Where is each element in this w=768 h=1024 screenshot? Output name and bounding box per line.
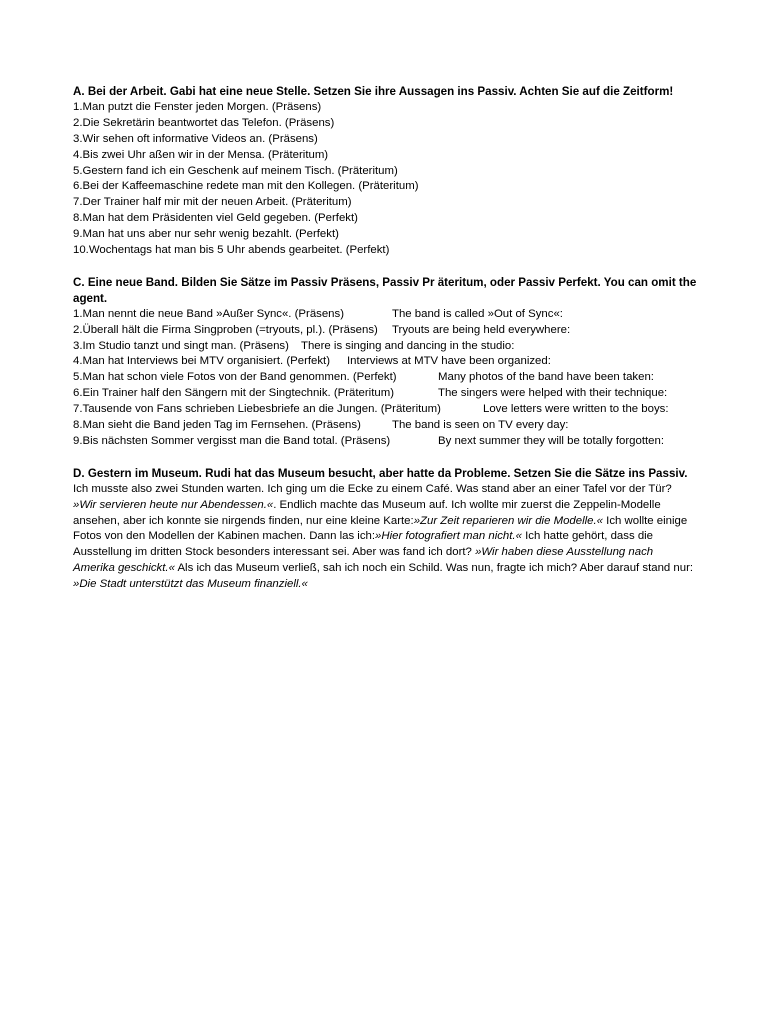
exercise-item: 7.Der Trainer half mir mit der neuen Arbeit. (Präteritum) (73, 196, 352, 209)
section-d-paragraph (73, 482, 695, 593)
section-d-heading: D. Gestern im Museum. Rudi hat das Museum besucht, aber hatte da Probleme. Setzen Sie die Sätze ins Passiv. (73, 466, 688, 480)
story-text: Ich wollte einige Fotos von den Modellen der Kabinen machen. Dann las ich: (73, 514, 688, 543)
exercise-item: 6.Bei der Kaffeemaschine redete man mit den Kollegen. (Präteritum) (73, 180, 419, 193)
exercise-item: 5.Gestern fand ich ein Geschenk auf meinem Tisch. (Präteritum) (73, 164, 398, 177)
section-a-list (73, 100, 698, 259)
exercise-item: 9.Man hat uns aber nur sehr wenig bezahlt. (Perfekt) (73, 228, 339, 241)
german-sentence: 7.Tausende von Fans schrieben Liebesbriefe an die Jungen. (Präteritum) (73, 403, 441, 416)
section-d (73, 466, 698, 593)
english-hint: Interviews at MTV have been organized: (347, 355, 551, 368)
english-hint: The band is seen on TV every day: (392, 419, 569, 432)
quote-sentence: »Wir servieren heute nur Abendessen.« (73, 498, 274, 511)
german-sentence: 5.Man hat schon viele Fotos von der Band genommen. (Perfekt) (73, 371, 397, 384)
english-hint: Many photos of the band have been taken: (438, 371, 654, 384)
exercise-item: 2.Die Sekretärin beantwortet das Telefon. (Präsens) (73, 116, 335, 129)
exercise-item: 1.Man putzt die Fenster jeden Morgen. (Präsens) (73, 100, 322, 113)
german-sentence: 2.Überall hält die Firma Singproben (=tryouts, pl.). (Präsens) (73, 323, 378, 336)
story-text: Ich musste also zwei Stunden warten. Ich ging um die Ecke zu einem Café. Was stand aber an einer Tafel vor der Tür? (73, 482, 672, 495)
exercise-row (73, 418, 698, 434)
english-hint: The singers were helped with their technique: (438, 387, 668, 400)
exercise-item: 4.Bis zwei Uhr aßen wir in der Mensa. (Präteritum) (73, 148, 329, 161)
german-sentence: 4.Man hat Interviews bei MTV organisiert. (Perfekt) (73, 355, 331, 368)
german-sentence: 9.Bis nächsten Sommer vergisst man die Band total. (Präsens) (73, 434, 391, 447)
german-sentence: 1.Man nennt die neue Band »Außer Sync«. (Präsens) (73, 307, 345, 320)
section-c-heading-line1: C. Eine neue Band. Bilden Sie Sätze im Passiv Präsens, Passiv Pr äteritum, oder Passiv Perfekt. You can omit the (73, 275, 697, 289)
story-text: Ich hatte gehört, dass die Ausstellung im dritten Stock besonders interessant sei. Aber was fand ich dort? (73, 530, 654, 559)
exercise-row (73, 386, 698, 402)
german-sentence: 3.Im Studio tanzt und singt man. (Präsens) (73, 339, 289, 352)
section-c-heading-line2: agent. (73, 291, 108, 305)
section-a-heading: A. Bei der Arbeit. Gabi hat eine neue Stelle. Setzen Sie ihre Aussagen ins Passiv. Achten Sie auf die Zeitform! (73, 85, 674, 98)
quote-sentence: »Zur Zeit reparieren wir die Modelle.« (413, 514, 603, 527)
english-hint: By next summer they will be totally forgotten: (438, 434, 665, 447)
english-hint: There is singing and dancing in the studio: (301, 339, 515, 352)
exercise-item: 8.Man hat dem Präsidenten viel Geld gegeben. (Perfekt) (73, 212, 358, 225)
exercise-item: 3.Wir sehen oft informative Videos an. (Präsens) (73, 132, 318, 145)
section-a (73, 84, 698, 259)
english-hint: The band is called »Out of Sync«: (392, 307, 563, 320)
german-sentence: 6.Ein Trainer half den Sängern mit der Singtechnik. (Präteritum) (73, 387, 394, 400)
english-hint: Tryouts are being held everywhere: (392, 323, 571, 336)
story-text: . Endlich machte das Museum auf. Ich wollte mir zuerst die Zeppelin-Modelle ansehen, aber ich konnte sie nirgends finden, nur eine kleine Karte: (73, 498, 661, 527)
exercise-row (73, 434, 698, 450)
german-sentence: 8.Man sieht die Band jeden Tag im Fernsehen. (Präsens) (73, 419, 361, 432)
exercise-row (73, 323, 698, 339)
story-text: Als ich das Museum verließ, sah ich noch ein Schild. Was nun, fragte ich mich? Aber darauf stand nur: (174, 562, 694, 575)
english-hint: Love letters were written to the boys: (483, 403, 669, 416)
section-c (73, 275, 698, 450)
exercise-row (73, 339, 698, 355)
exercise-row (73, 370, 698, 386)
worksheet-page (73, 84, 698, 609)
exercise-row (73, 402, 698, 418)
exercise-row (73, 354, 698, 370)
quote-sentence: »Hier fotografiert man nicht.« (375, 530, 522, 543)
exercise-row (73, 307, 698, 323)
section-c-list (73, 307, 698, 450)
quote-sentence: »Die Stadt unterstützt das Museum finanziell.« (73, 578, 308, 591)
quote-sentence: »Wir haben diese Ausstellung nach Amerika geschickt.« (73, 546, 654, 575)
exercise-item: 10.Wochentags hat man bis 5 Uhr abends gearbeitet. (Perfekt) (73, 244, 390, 257)
